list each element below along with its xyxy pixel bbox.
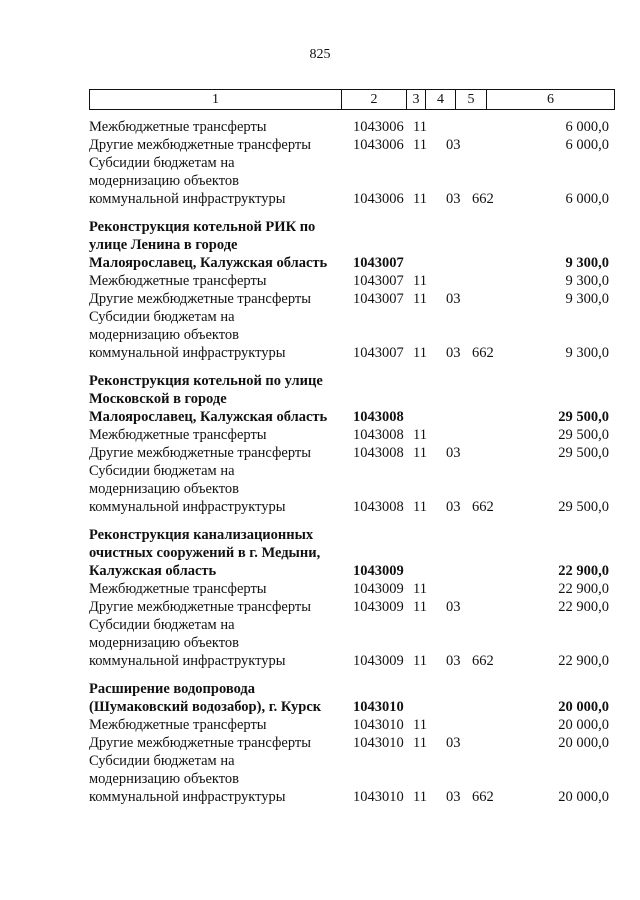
table-row bbox=[0, 426, 640, 444]
row-name: Субсидии бюджетам на модернизацию объектов коммунальной инфраструктуры bbox=[89, 617, 286, 669]
row-expense-type: 662 bbox=[472, 345, 494, 361]
row-target-code: 1043007 bbox=[353, 345, 404, 361]
row-name: Межбюджетные трансферты bbox=[89, 717, 267, 733]
row-amount: 22 900,0 bbox=[558, 563, 609, 579]
row-target-code: 1043007 bbox=[353, 273, 404, 289]
row-subsection: 03 bbox=[446, 191, 461, 207]
row-name: Межбюджетные трансферты bbox=[89, 273, 267, 289]
row-subsection: 03 bbox=[446, 789, 461, 805]
row-target-code: 1043009 bbox=[353, 581, 404, 597]
row-name: Расширение водопровода (Шумаковский водозабор), г. Курск bbox=[89, 681, 322, 715]
row-name: Реконструкция котельной по улице Московской в городе Малоярославец, Калужская область bbox=[89, 373, 328, 425]
row-amount: 29 500,0 bbox=[558, 427, 609, 443]
row-expense-type: 662 bbox=[472, 789, 494, 805]
table-row-heading bbox=[0, 372, 640, 426]
header-col-1: 1 bbox=[90, 90, 342, 109]
row-target-code: 1043006 bbox=[353, 137, 404, 153]
row-amount: 29 500,0 bbox=[558, 445, 609, 461]
row-amount: 22 900,0 bbox=[558, 581, 609, 597]
row-target-code: 1043009 bbox=[353, 653, 404, 669]
table-row-heading bbox=[0, 680, 640, 716]
row-name: Реконструкция канализационных очистных сооружений в г. Медыни, Калужская область bbox=[89, 527, 321, 579]
row-name: Субсидии бюджетам на модернизацию объектов коммунальной инфраструктуры bbox=[89, 753, 286, 805]
row-target-code: 1043010 bbox=[353, 699, 404, 715]
table-row bbox=[0, 752, 640, 806]
row-target-code: 1043009 bbox=[353, 599, 404, 615]
row-amount: 20 000,0 bbox=[558, 735, 609, 751]
table-header bbox=[89, 89, 615, 110]
row-subsection: 03 bbox=[446, 445, 461, 461]
row-name: Другие межбюджетные трансферты bbox=[89, 735, 311, 751]
row-expense-type: 662 bbox=[472, 191, 494, 207]
row-section: 11 bbox=[413, 345, 427, 361]
row-target-code: 1043006 bbox=[353, 119, 404, 135]
row-name: Реконструкция котельной РИК по улице Ленина в городе Малоярославец, Калужская область bbox=[89, 219, 328, 271]
row-subsection: 03 bbox=[446, 345, 461, 361]
row-section: 11 bbox=[413, 717, 427, 733]
header-col-3: 3 bbox=[407, 90, 426, 109]
row-section: 11 bbox=[413, 445, 427, 461]
row-target-code: 1043008 bbox=[353, 409, 404, 425]
row-section: 11 bbox=[413, 119, 427, 135]
row-name: Межбюджетные трансферты bbox=[89, 119, 267, 135]
row-target-code: 1043010 bbox=[353, 717, 404, 733]
row-expense-type: 662 bbox=[472, 499, 494, 515]
row-section: 11 bbox=[413, 499, 427, 515]
row-amount: 6 000,0 bbox=[565, 119, 609, 135]
row-name: Другие межбюджетные трансферты bbox=[89, 445, 311, 461]
row-amount: 9 300,0 bbox=[565, 273, 609, 289]
table-row bbox=[0, 616, 640, 670]
row-section: 11 bbox=[413, 137, 427, 153]
table-row bbox=[0, 598, 640, 616]
table-row bbox=[0, 154, 640, 208]
row-amount: 20 000,0 bbox=[558, 717, 609, 733]
table-row bbox=[0, 272, 640, 290]
row-target-code: 1043010 bbox=[353, 735, 404, 751]
header-col-2: 2 bbox=[342, 90, 407, 109]
row-amount: 6 000,0 bbox=[565, 191, 609, 207]
row-section: 11 bbox=[413, 581, 427, 597]
row-name: Субсидии бюджетам на модернизацию объектов коммунальной инфраструктуры bbox=[89, 463, 286, 515]
row-amount: 29 500,0 bbox=[558, 409, 609, 425]
row-section: 11 bbox=[413, 653, 427, 669]
row-target-code: 1043008 bbox=[353, 499, 404, 515]
row-name: Межбюджетные трансферты bbox=[89, 427, 267, 443]
table-row bbox=[0, 290, 640, 308]
row-name: Субсидии бюджетам на модернизацию объектов коммунальной инфраструктуры bbox=[89, 309, 286, 361]
row-subsection: 03 bbox=[446, 291, 461, 307]
table-row bbox=[0, 136, 640, 154]
table-row-heading bbox=[0, 218, 640, 272]
header-col-6: 6 bbox=[547, 92, 554, 107]
table-row bbox=[0, 308, 640, 362]
row-section: 11 bbox=[413, 291, 427, 307]
row-amount: 6 000,0 bbox=[565, 137, 609, 153]
row-target-code: 1043009 bbox=[353, 563, 404, 579]
row-target-code: 1043007 bbox=[353, 255, 404, 271]
row-amount: 9 300,0 bbox=[565, 255, 609, 271]
budget-table-body bbox=[0, 118, 640, 806]
row-section: 11 bbox=[413, 599, 427, 615]
row-name: Межбюджетные трансферты bbox=[89, 581, 267, 597]
row-subsection: 03 bbox=[446, 499, 461, 515]
row-target-code: 1043007 bbox=[353, 291, 404, 307]
row-name: Другие межбюджетные трансферты bbox=[89, 599, 311, 615]
row-amount: 20 000,0 bbox=[558, 699, 609, 715]
row-section: 11 bbox=[413, 735, 427, 751]
row-amount: 9 300,0 bbox=[565, 291, 609, 307]
row-amount: 29 500,0 bbox=[558, 499, 609, 515]
table-row bbox=[0, 462, 640, 516]
page-number: 825 bbox=[309, 47, 331, 62]
table-row bbox=[0, 118, 640, 136]
row-subsection: 03 bbox=[446, 137, 461, 153]
row-amount: 22 900,0 bbox=[558, 653, 609, 669]
row-section: 11 bbox=[413, 789, 427, 805]
row-name: Другие межбюджетные трансферты bbox=[89, 137, 311, 153]
row-amount: 9 300,0 bbox=[565, 345, 609, 361]
row-name: Субсидии бюджетам на модернизацию объектов коммунальной инфраструктуры bbox=[89, 155, 286, 207]
table-row bbox=[0, 734, 640, 752]
row-section: 11 bbox=[413, 427, 427, 443]
row-section: 11 bbox=[413, 191, 427, 207]
row-name: Другие межбюджетные трансферты bbox=[89, 291, 311, 307]
row-amount: 20 000,0 bbox=[558, 789, 609, 805]
row-target-code: 1043010 bbox=[353, 789, 404, 805]
table-row bbox=[0, 444, 640, 462]
row-expense-type: 662 bbox=[472, 653, 494, 669]
table-row bbox=[0, 580, 640, 598]
row-subsection: 03 bbox=[446, 653, 461, 669]
row-target-code: 1043008 bbox=[353, 445, 404, 461]
table-row-heading bbox=[0, 526, 640, 580]
header-col-5: 5 bbox=[456, 90, 487, 109]
row-section: 11 bbox=[413, 273, 427, 289]
row-target-code: 1043006 bbox=[353, 191, 404, 207]
row-subsection: 03 bbox=[446, 735, 461, 751]
row-target-code: 1043008 bbox=[353, 427, 404, 443]
row-subsection: 03 bbox=[446, 599, 461, 615]
header-col-4: 4 bbox=[426, 90, 456, 109]
table-row bbox=[0, 716, 640, 734]
row-amount: 22 900,0 bbox=[558, 599, 609, 615]
